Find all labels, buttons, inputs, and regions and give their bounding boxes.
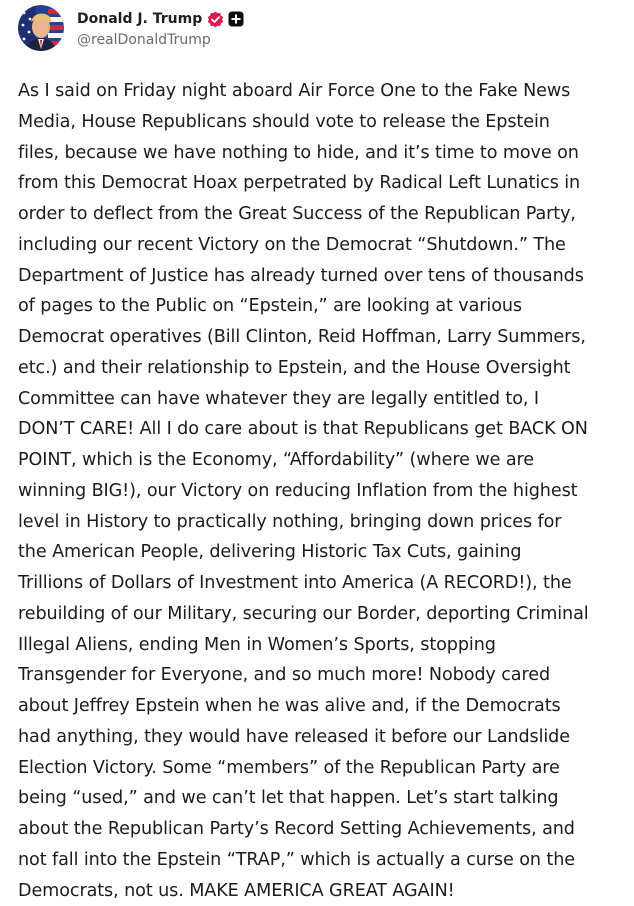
avatar[interactable] [18, 5, 64, 51]
post-text-line: winning BIG!), our Victory on reducing Inflation from the highest [18, 476, 626, 507]
post-text-line: etc.) and their relationship to Epstein, and the House Oversight [18, 353, 626, 384]
post-text-line: being “used,” and we can’t let that happen. Let’s start talking [18, 783, 626, 814]
display-name[interactable]: Donald J. Trump [77, 11, 202, 27]
post-text-line: about Jeffrey Epstein when he was alive and, if the Democrats [18, 691, 626, 722]
post-text-line: Department of Justice has already turned over tens of thousands [18, 261, 626, 292]
post-text-line: Media, House Republicans should vote to release the Epstein [18, 107, 626, 138]
plus-badge-icon [228, 11, 244, 27]
post-text-line: level in History to practically nothing, bringing down prices for [18, 507, 626, 538]
name-row [77, 8, 244, 30]
post-text-line: had anything, they would have released it before our Landslide [18, 722, 626, 753]
author-info [77, 8, 244, 48]
post-text-line: Transgender for Everyone, and so much more! Nobody cared [18, 660, 626, 691]
post-text-line: the American People, delivering Historic Tax Cuts, gaining [18, 537, 626, 568]
post-header [18, 4, 244, 52]
post-text-line: Democrats, not us. MAKE AMERICA GREAT AGAIN! [18, 876, 626, 906]
verified-badge-icon [207, 11, 224, 28]
post-text-line: from this Democrat Hoax perpetrated by Radical Left Lunatics in [18, 168, 626, 199]
post-text-line: of pages to the Public on “Epstein,” are looking at various [18, 291, 626, 322]
post-text-line: As I said on Friday night aboard Air Force One to the Fake News [18, 76, 626, 107]
post-text-line: order to deflect from the Great Success of the Republican Party, [18, 199, 626, 230]
avatar-photo-icon [18, 5, 64, 51]
post-text-line: Democrat operatives (Bill Clinton, Reid Hoffman, Larry Summers, [18, 322, 626, 353]
post-text-line: Election Victory. Some “members” of the Republican Party are [18, 753, 626, 784]
post-text [18, 76, 626, 906]
post-text-line: not fall into the Epstein “TRAP,” which is actually a curse on the [18, 845, 626, 876]
post-text-line: files, because we have nothing to hide, and it’s time to move on [18, 138, 626, 169]
post-text-line: DON’T CARE! All I do care about is that Republicans get BACK ON [18, 414, 626, 445]
post-text-line: Illegal Aliens, ending Men in Women’s Sports, stopping [18, 630, 626, 661]
post-text-line: including our recent Victory on the Democrat “Shutdown.” The [18, 230, 626, 261]
post-text-line: POINT, which is the Economy, “Affordability” (where we are [18, 445, 626, 476]
post-text-line: Committee can have whatever they are legally entitled to, I [18, 384, 626, 415]
user-handle[interactable]: @realDonaldTrump [77, 32, 244, 48]
post-text-line: rebuilding of our Military, securing our Border, deporting Criminal [18, 599, 626, 630]
post-text-line: Trillions of Dollars of Investment into America (A RECORD!), the [18, 568, 626, 599]
post-text-line: about the Republican Party’s Record Setting Achievements, and [18, 814, 626, 845]
